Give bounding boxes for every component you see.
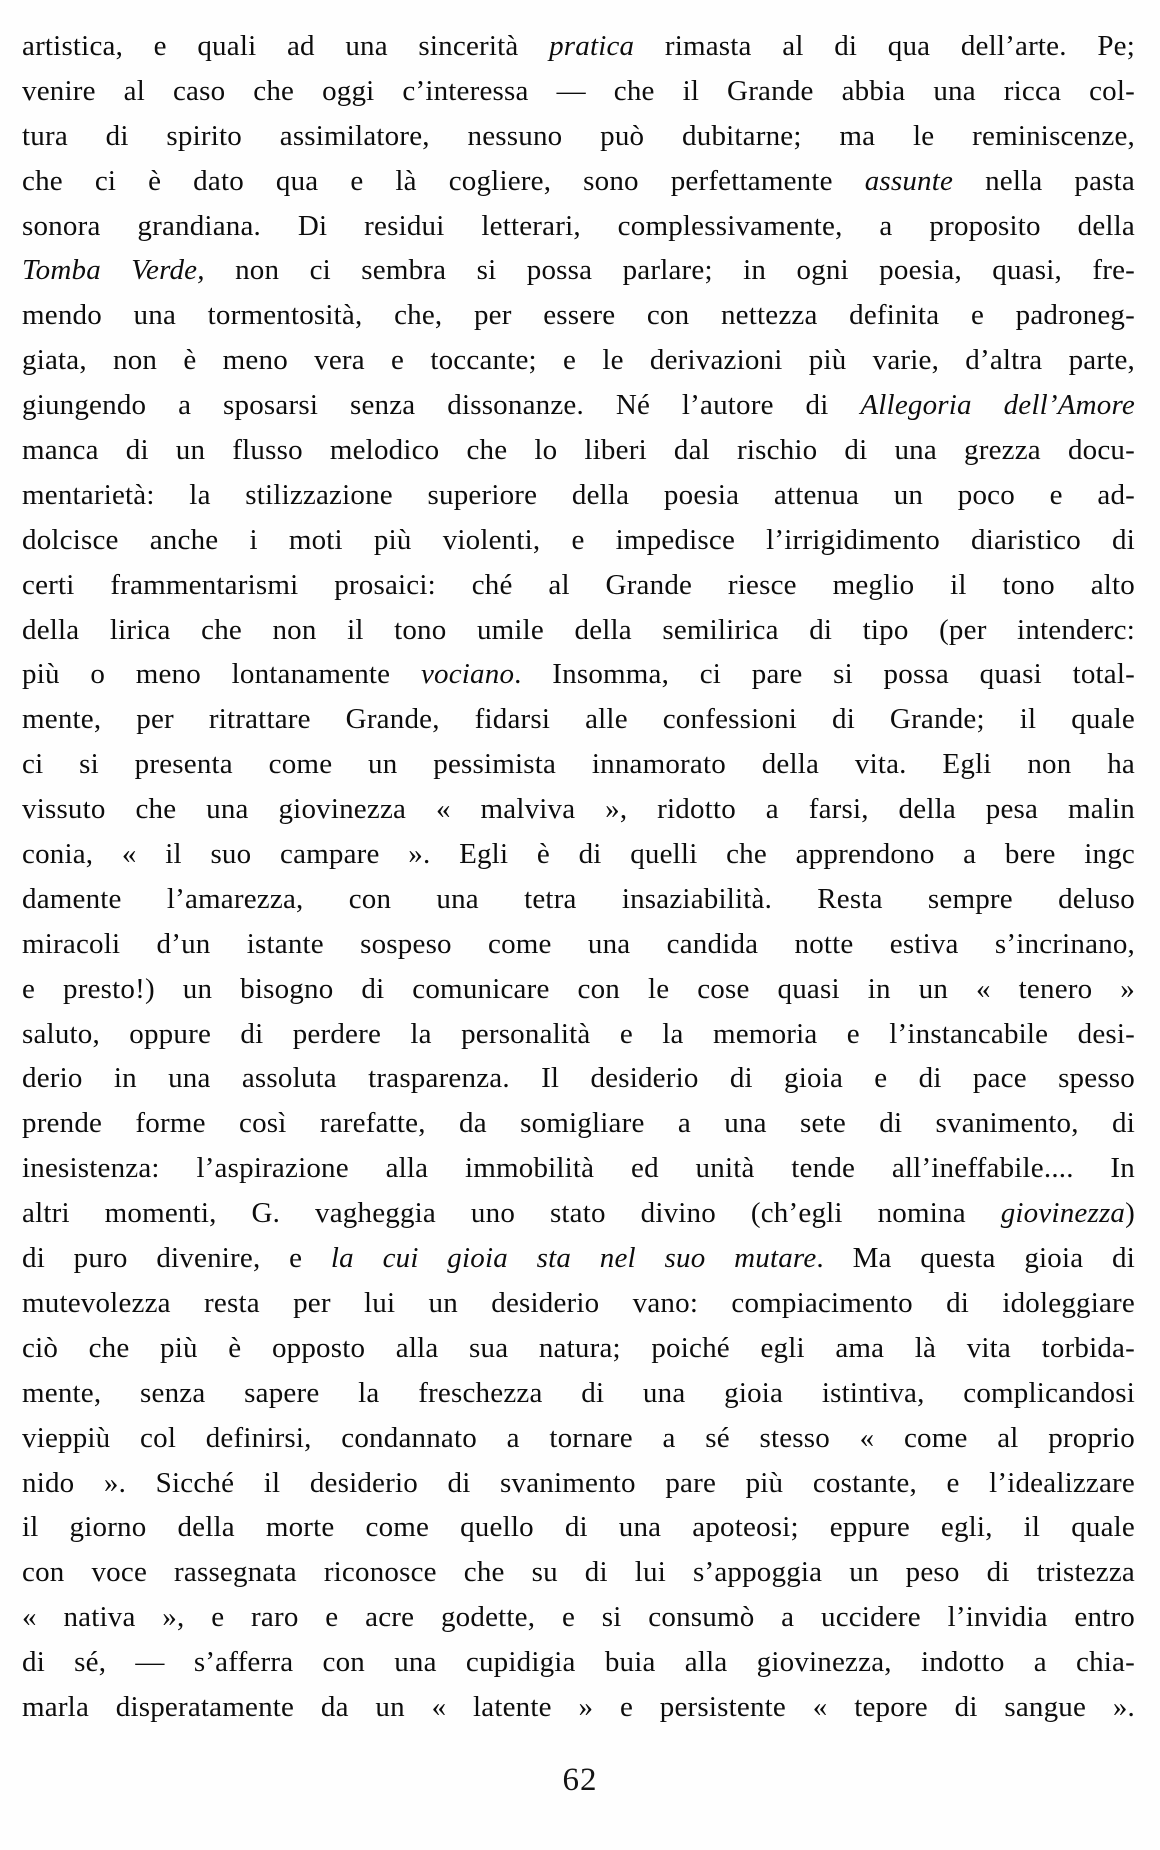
text-line [22, 1236, 1135, 1281]
text-block [22, 24, 1135, 1730]
text-run: altri momenti, G. vagheggia uno stato divino (ch’egli nomina [22, 1197, 1001, 1230]
text-run: inesistenza: l’aspirazione alla immobilità ed unità tende all’ineffabile.... In [22, 1152, 1135, 1185]
text-line [22, 1281, 1135, 1326]
text-run: saluto, oppure di perdere la personalità e la memoria e l’instancabile desi- [22, 1017, 1135, 1050]
text-run: dolcisce anche i moti più violenti, e impedisce l’irrigidimento diaristico di [22, 523, 1135, 556]
text-run: marla disperatamente da un « latente » e persistente « tepore di sangue ». [22, 1690, 1135, 1723]
page-number: 62 [562, 1762, 598, 1798]
text-line [22, 1101, 1135, 1146]
text-run: mente, senza sapere la freschezza di una gioia istintiva, complicandosi [22, 1376, 1135, 1409]
text-line [22, 1461, 1135, 1506]
text-line [22, 1191, 1135, 1236]
italic-run: Tomba Verde, [22, 254, 205, 287]
text-run: manca di un flusso melodico che lo liberi dal rischio di una grezza docu- [22, 434, 1135, 467]
text-line [22, 518, 1135, 563]
text-run: sonora grandiana. Di residui letterari, complessivamente, a proposito della [22, 209, 1135, 242]
text-line [22, 1146, 1135, 1191]
text-line [22, 293, 1135, 338]
text-run: più o meno lontanamente [22, 658, 421, 691]
italic-run: vociano [420, 658, 515, 691]
text-run: che ci è dato qua e là cogliere, sono perfettamente [22, 164, 865, 197]
text-line [22, 428, 1135, 473]
text-run: venire al caso che oggi c’interessa — che il Grande abbia una ricca col- [22, 74, 1135, 107]
text-run: mutevolezza resta per lui un desiderio vano: compiacimento di idoleggiare [22, 1286, 1135, 1319]
text-line [22, 1326, 1135, 1371]
text-run: giata, non è meno vera e toccante; e le derivazioni più varie, d’altra parte, [22, 344, 1135, 377]
italic-run: Allegoria dell’Amore [860, 389, 1135, 422]
italic-run: la cui gioia sta nel suo mutare [330, 1242, 817, 1275]
text-run: nella pasta [953, 164, 1135, 197]
text-line [22, 967, 1135, 1012]
text-run: vieppiù col definirsi, condannato a tornare a sé stesso « come al proprio [22, 1421, 1135, 1454]
italic-run: assunte [864, 164, 954, 197]
text-run: ci si presenta come un pessimista innamorato della vita. Egli non ha [22, 748, 1135, 781]
text-run: derio in una assoluta trasparenza. Il desiderio di gioia e di pace spesso [22, 1062, 1135, 1095]
text-run: ciò che più è opposto alla sua natura; poiché egli ama là vita torbida- [22, 1331, 1135, 1364]
text-run: nido ». Sicché il desiderio di svanimento pare più costante, e l’idealizzare [22, 1466, 1135, 1499]
text-line [22, 563, 1135, 608]
text-run: « nativa », e raro e acre godette, e si consumò a uccidere l’invidia entro [22, 1601, 1135, 1634]
text-line [22, 1595, 1135, 1640]
text-run: certi frammentarismi prosaici: ché al Grande riesce meglio il tono alto [22, 568, 1135, 601]
text-run: il giorno della morte come quello di una apoteosi; eppure egli, il quale [22, 1511, 1135, 1544]
text-line [22, 1012, 1135, 1057]
text-line [22, 877, 1135, 922]
text-line [22, 473, 1135, 518]
text-run: artistica, e quali ad una sincerità [22, 30, 550, 62]
text-line [22, 652, 1135, 697]
text-line [22, 248, 1135, 293]
text-line [22, 922, 1135, 967]
text-run: damente l’amarezza, con una tetra insaziabilità. Resta sempre deluso [22, 882, 1135, 915]
text-line [22, 697, 1135, 742]
text-run: vissuto che una giovinezza « malviva », ridotto a farsi, della pesa malin [22, 793, 1135, 826]
text-run: giungendo a sposarsi senza dissonanze. Né l’autore di [22, 389, 861, 422]
text-run: mentarietà: la stilizzazione superiore della poesia attenua un poco e ad- [22, 478, 1135, 511]
text-run: . Ma questa gioia di [816, 1242, 1135, 1275]
text-line [22, 1550, 1135, 1595]
text-run: non ci sembra si possa parlare; in ogni poesia, quasi, fre- [204, 254, 1135, 287]
text-line [22, 1640, 1135, 1685]
text-run: ) [1125, 1197, 1135, 1230]
text-run: tura di spirito assimilatore, nessuno può dubitarne; ma le reminiscenze, [22, 119, 1135, 152]
text-line [22, 1685, 1135, 1730]
text-run: con voce rassegnata riconosce che su di lui s’appoggia un peso di tristezza [22, 1556, 1135, 1589]
text-run: di sé, — s’afferra con una cupidigia buia alla giovinezza, indotto a chia- [22, 1646, 1135, 1679]
text-line [22, 69, 1135, 114]
text-run: mente, per ritrattare Grande, fidarsi alle confessioni di Grande; il quale [22, 703, 1135, 736]
text-line [22, 383, 1135, 428]
text-run: e presto!) un bisogno di comunicare con le cose quasi in un « tenero » [22, 972, 1135, 1005]
text-line [22, 114, 1135, 159]
text-run: di puro divenire, e [22, 1242, 331, 1275]
text-line [22, 159, 1135, 204]
text-line [22, 1505, 1135, 1550]
text-run: miracoli d’un istante sospeso come una candida notte estiva s’incrinano, [22, 927, 1135, 960]
text-line [22, 742, 1135, 787]
text-run: rimasta al di qua dell’arte. Pe; [634, 30, 1135, 62]
text-run: prende forme così rarefatte, da somigliare a una sete di svanimento, di [22, 1107, 1135, 1140]
text-line [22, 1371, 1135, 1416]
text-run: . Insomma, ci pare si possa quasi total- [514, 658, 1135, 691]
text-line [22, 24, 1135, 69]
text-run: mendo una tormentosità, che, per essere con nettezza definita e padroneg- [22, 299, 1135, 332]
text-line [22, 1416, 1135, 1461]
text-line [22, 787, 1135, 832]
italic-run: giovinezza [1000, 1197, 1126, 1230]
text-run: della lirica che non il tono umile della semilirica di tipo (per intenderc: [22, 613, 1135, 646]
text-line [22, 832, 1135, 877]
text-line [22, 1056, 1135, 1101]
text-line [22, 338, 1135, 383]
italic-run: pratica [549, 30, 635, 62]
text-line [22, 204, 1135, 249]
text-line [22, 608, 1135, 653]
text-run: conia, « il suo campare ». Egli è di quelli che apprendono a bere ingc [22, 838, 1135, 871]
